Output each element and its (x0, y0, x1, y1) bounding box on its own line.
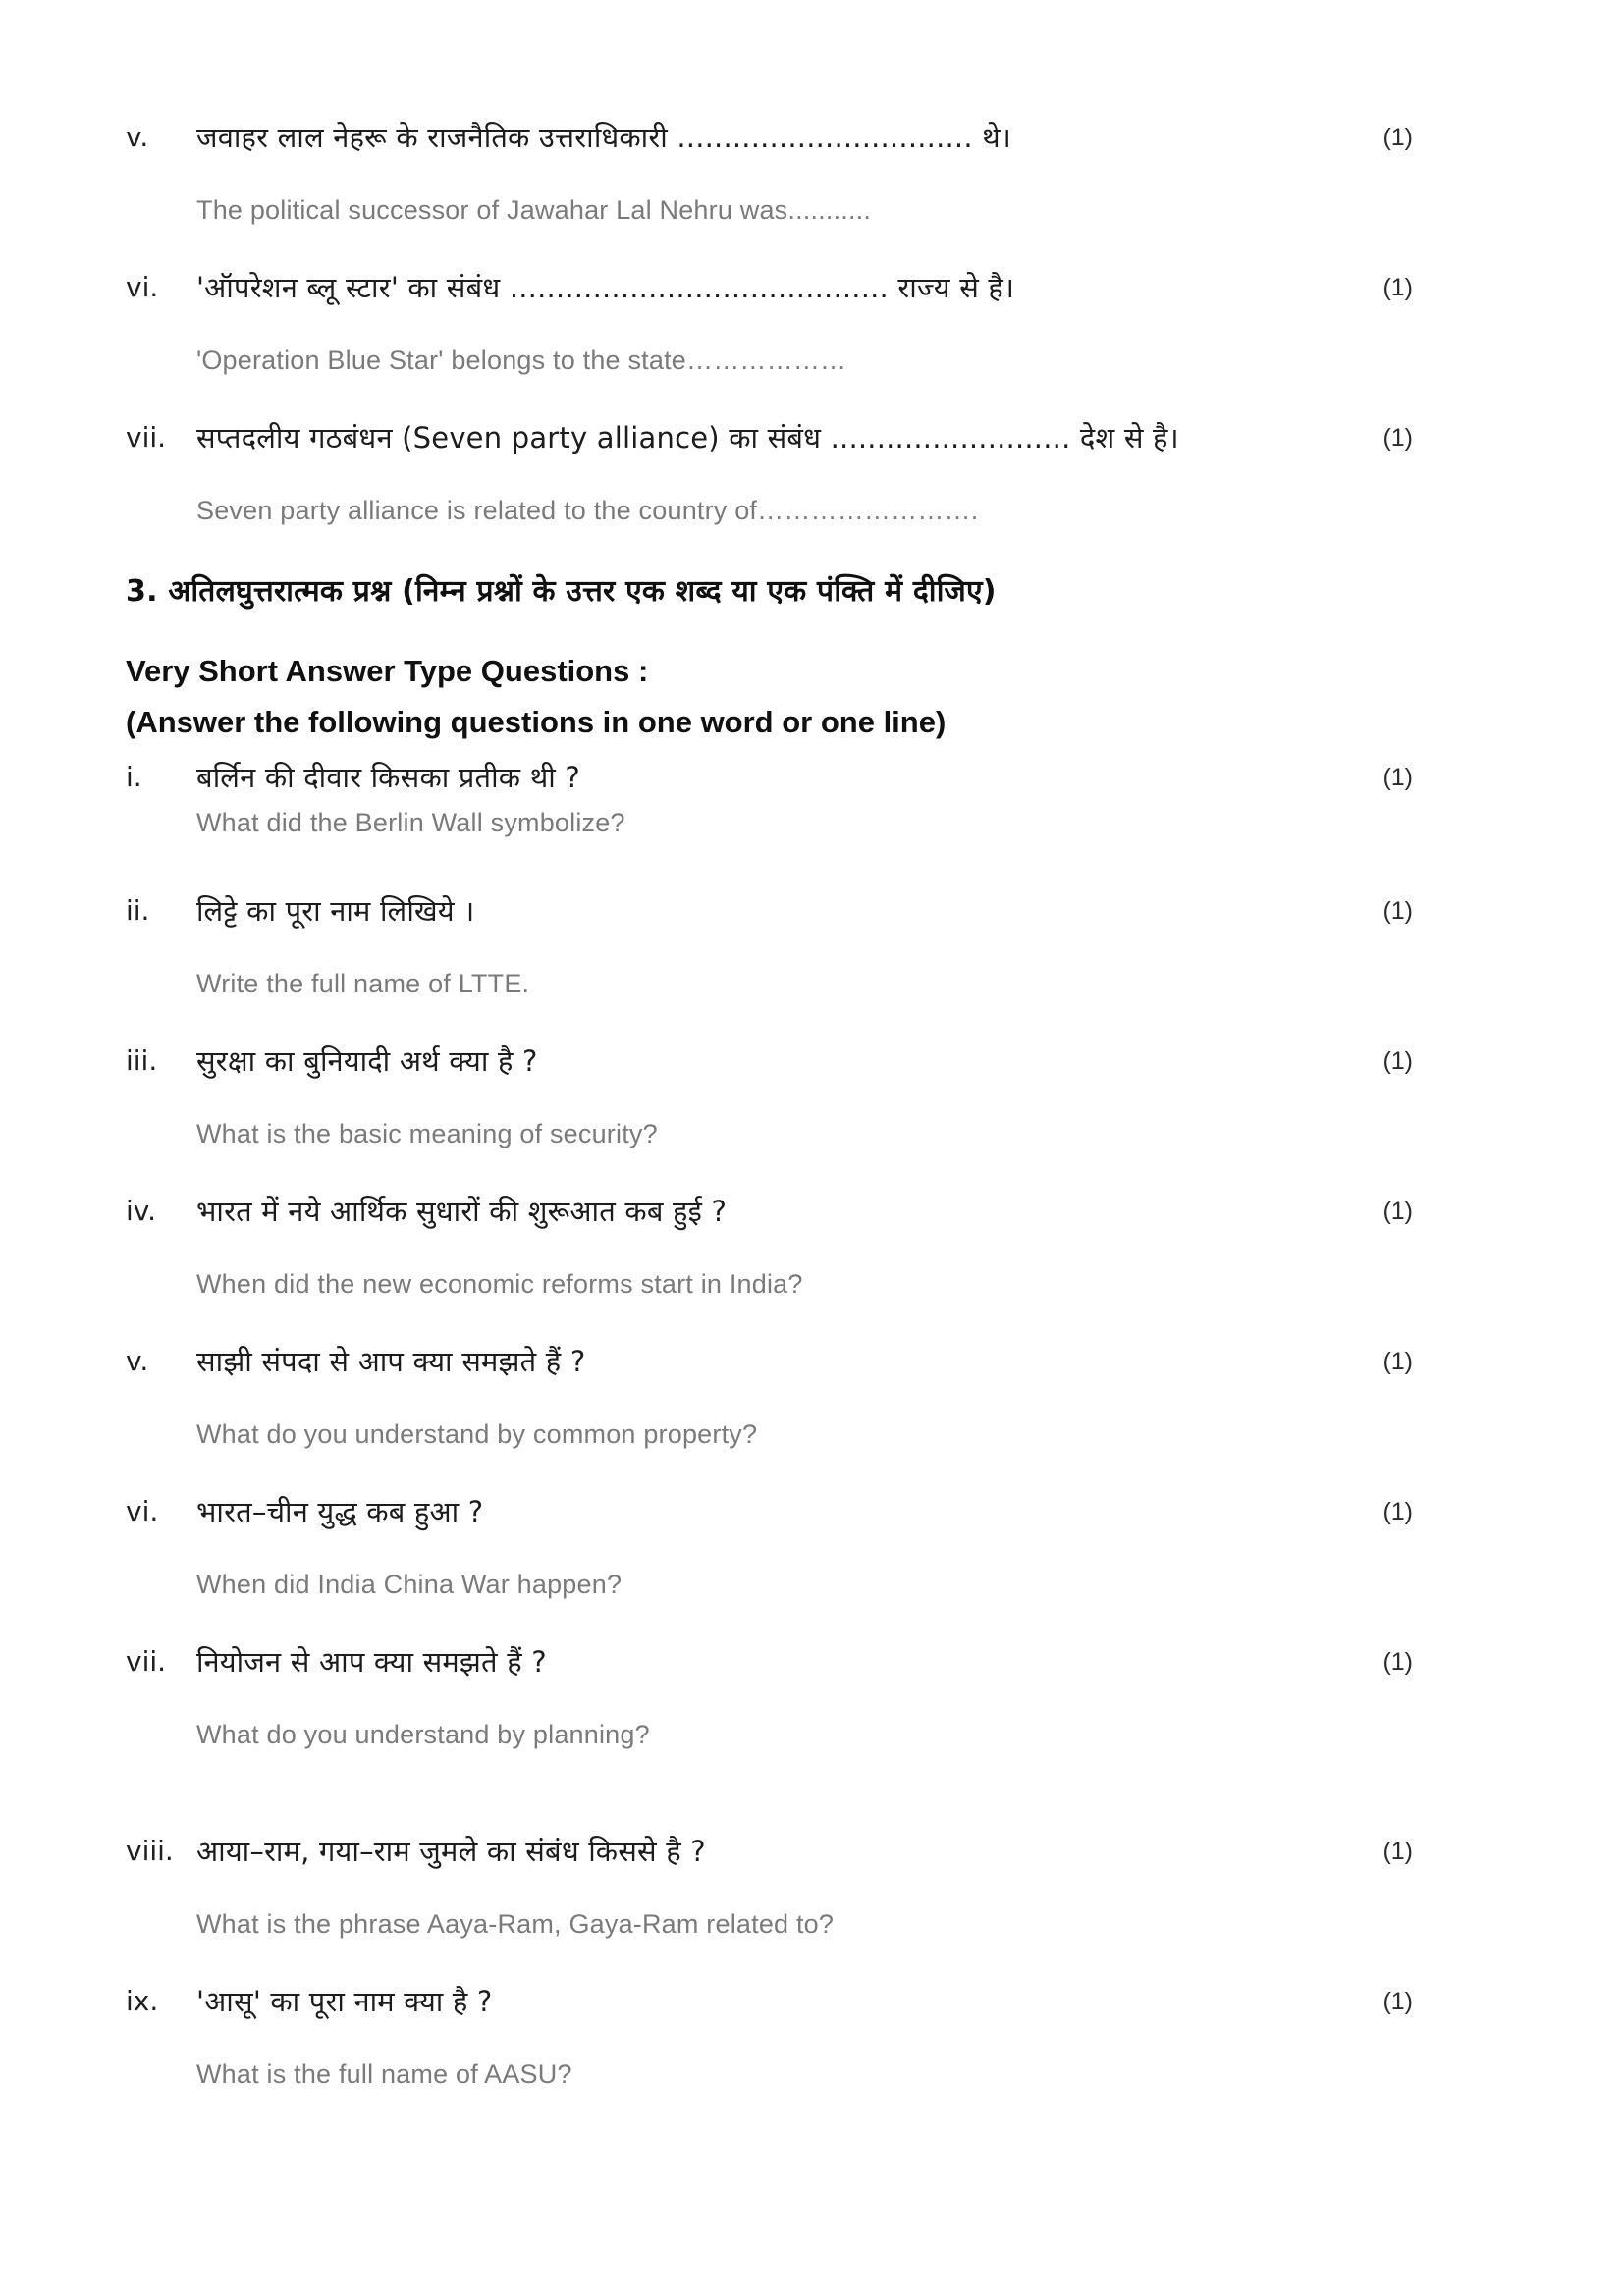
indent-spacer (126, 1904, 196, 1944)
indent-spacer (126, 1264, 196, 1304)
question-text-hindi: सुरक्षा का बुनियादी अर्थ क्या है ? (196, 1044, 538, 1078)
indent-spacer (126, 2055, 196, 2094)
question-text-english: Write the full name of LTTE. (196, 969, 530, 998)
indent-spacer (126, 1114, 196, 1153)
marks-badge: (1) (1382, 1838, 1413, 1865)
marks-badge: (1) (1382, 424, 1413, 452)
indent-spacer (126, 964, 196, 1003)
marks-badge: (1) (1382, 1198, 1413, 1225)
question-text-hindi: भारत में नये आर्थिक सुधारों की शुरूआत कब हुई ? (196, 1195, 728, 1228)
indent-spacer (126, 1715, 196, 1754)
question-number: iv. (126, 1195, 157, 1227)
question-number: v. (126, 121, 149, 153)
marks-badge: (1) (1382, 124, 1413, 151)
question-text-english: What do you understand by planning? (196, 1720, 650, 1749)
question-item (126, 1490, 1413, 1604)
question-text-english: What did the Berlin Wall symbolize? (196, 808, 625, 837)
question-item (126, 1190, 1413, 1304)
question-text-english: Seven party alliance is related to the country of……………………. (196, 496, 979, 525)
question-item (126, 266, 1413, 380)
marks-badge: (1) (1382, 274, 1413, 301)
question-text-english: What is the basic meaning of security? (196, 1119, 658, 1148)
question-text-english: What is the full name of AASU? (196, 2059, 572, 2089)
question-text-hindi: लिट्टे का पूरा नाम लिखिये । (196, 894, 475, 928)
indent-spacer (126, 491, 196, 530)
question-number: vi. (126, 271, 159, 303)
question-number: vii. (126, 421, 167, 454)
question-text-english: The political successor of Jawahar Lal Nehru was........... (196, 195, 872, 225)
question-text-hindi: नियोजन से आप क्या समझते हैं ? (196, 1645, 547, 1679)
marks-badge: (1) (1382, 1988, 1413, 2015)
question-number: ix. (126, 1985, 159, 2017)
question-number: viii. (126, 1835, 174, 1867)
marks-badge: (1) (1382, 1498, 1413, 1525)
marks-badge: (1) (1382, 764, 1413, 791)
question-text-hindi: 'आसू' का पूरा नाम क्या है ? (196, 1985, 493, 2018)
question-text-english: What do you understand by common property? (196, 1419, 758, 1449)
question-number: i. (126, 761, 142, 793)
question-text-english: When did India China War happen? (196, 1570, 623, 1599)
question-item (126, 1040, 1413, 1153)
question-number: vii. (126, 1645, 167, 1678)
question-text-hindi: आया–राम, गया–राम जुमले का संबंध किससे है ? (196, 1835, 706, 1868)
question-text-hindi: 'ऑपरेशन ब्लू स्टार' का संबंध ......................................... राज्य से है। (196, 271, 1015, 304)
question-number: v. (126, 1345, 149, 1377)
question-item (126, 1980, 1413, 2094)
question-number: iii. (126, 1044, 158, 1077)
indent-spacer (126, 1565, 196, 1604)
marks-badge: (1) (1382, 897, 1413, 925)
section-heading-english: Very Short Answer Type Questions : (126, 654, 649, 688)
question-item (126, 1790, 1413, 1944)
indent-spacer (126, 190, 196, 230)
question-text-hindi: भारत–चीन युद्ध कब हुआ ? (196, 1495, 484, 1528)
indent-spacer (126, 341, 196, 380)
question-item (126, 1340, 1413, 1454)
marks-badge: (1) (1382, 1047, 1413, 1075)
question-text-hindi: जवाहर लाल नेहरू के राजनैतिक उत्तराधिकारी ................................ थे। (196, 121, 1012, 154)
marks-badge: (1) (1382, 1348, 1413, 1375)
question-text-hindi: सप्तदलीय गठबंधन (Seven party alliance) का संबंध .......................... देश से है। (196, 421, 1179, 454)
question-text-english: What is the phrase Aaya-Ram, Gaya-Ram related to? (196, 1909, 835, 1939)
question-text-english: 'Operation Blue Star' belongs to the state……………… (196, 346, 847, 375)
question-number: vi. (126, 1495, 159, 1527)
question-text-hindi: बर्लिन की दीवार किसका प्रतीक थी ? (196, 761, 580, 794)
question-item (126, 116, 1413, 230)
section-heading-hindi: 3. अतिलघुत्तरात्मक प्रश्न (निम्न प्रश्नों के उत्तर एक शब्द या एक पंक्ति में दीजिए) (126, 574, 997, 609)
question-text-hindi: साझी संपदा से आप क्या समझते हैं ? (196, 1345, 586, 1378)
question-number: ii. (126, 894, 150, 927)
section-heading-english-subtitle: (Answer the following questions in one word or one line) (126, 705, 947, 739)
question-item (126, 756, 1413, 842)
marks-badge: (1) (1382, 1648, 1413, 1676)
question-item (126, 1640, 1413, 1754)
question-text-english: When did the new economic reforms start in India? (196, 1269, 803, 1299)
question-item (126, 889, 1413, 1003)
question-item (126, 416, 1413, 530)
indent-spacer (126, 1415, 196, 1454)
indent-spacer (126, 803, 196, 842)
